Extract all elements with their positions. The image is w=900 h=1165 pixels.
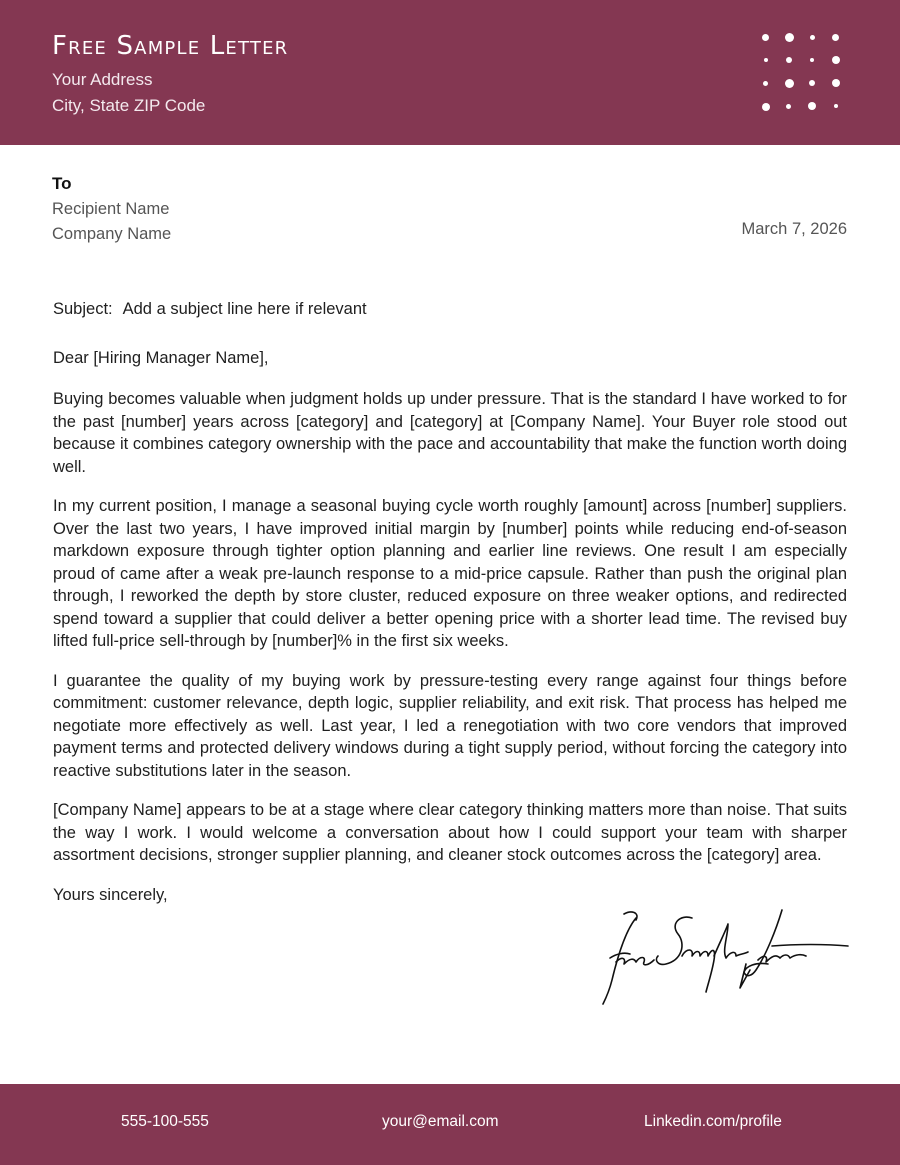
closing: Yours sincerely, xyxy=(53,886,168,904)
decorative-dot-grid xyxy=(758,30,842,114)
body-paragraph: Buying becomes valuable when judgment holds up under pressure. That is the standard I have worked to for the past [number] years across [category] and [category] at [Company Name]. Your Buyer role stood out because it combines category ownership with the pace and accountability that make the function worth doing well. xyxy=(53,390,847,476)
letterhead xyxy=(0,0,900,145)
recipient-name: Recipient Name xyxy=(52,200,170,218)
footer-contact-bar xyxy=(0,1084,900,1165)
handwritten-signature xyxy=(596,900,852,1010)
body-paragraph: I guarantee the quality of my buying work by pressure-testing every range against four things before commitment: customer relevance, depth logic, supplier reliability, and exit risk. That process has helped me negotiate more effectively as well. Last year, I led a renegotiation with two core vendors that improved payment terms and protected delivery windows during a tight supply period, without forcing the category into reactive substitutions later in the season. xyxy=(53,671,847,780)
letter-title: Free Sample Letter xyxy=(52,31,289,61)
footer-linkedin: Linkedin.com/profile xyxy=(644,1113,782,1130)
subject-text: Add a subject line here if relevant xyxy=(122,300,367,318)
salutation: Dear [Hiring Manager Name], xyxy=(53,349,269,367)
recipient-company: Company Name xyxy=(52,225,172,243)
footer-email: your@email.com xyxy=(382,1113,499,1130)
letter-date: March 7, 2026 xyxy=(741,220,847,238)
subject-label: Subject: xyxy=(53,300,113,318)
subject-line xyxy=(53,300,367,319)
sender-address-line1: Your Address xyxy=(52,70,153,89)
footer-phone: 555-100-555 xyxy=(121,1113,209,1130)
recipient-label: To xyxy=(52,174,72,193)
letter-body xyxy=(53,388,847,884)
sender-address-line2: City, State ZIP Code xyxy=(52,96,206,115)
body-paragraph: In my current position, I manage a seasonal buying cycle worth roughly [amount] across [number] suppliers. Over the last two years, I have improved initial margin by [number] points while reducing end-of-season markdown exposure through tighter option planning and earlier line reviews. One result I am especially proud of came after a weak pre-launch response to a mid-price capsule. Rather than push the original plan through, I reworked the depth by store cluster, reduced exposure on three weaker options, and redirected spend toward a supplier that could deliver a better opening price with a shorter lead time. The revised buy lifted full-price sell-through by [number]% in the first six weeks. xyxy=(53,497,847,650)
body-paragraph: [Company Name] appears to be at a stage where clear category thinking matters more than noise. That suits the way I work. I would welcome a conversation about how I could support your team with sharper assortment decisions, stronger supplier planning, and cleaner stock outcomes across the [category] area. xyxy=(53,801,847,864)
